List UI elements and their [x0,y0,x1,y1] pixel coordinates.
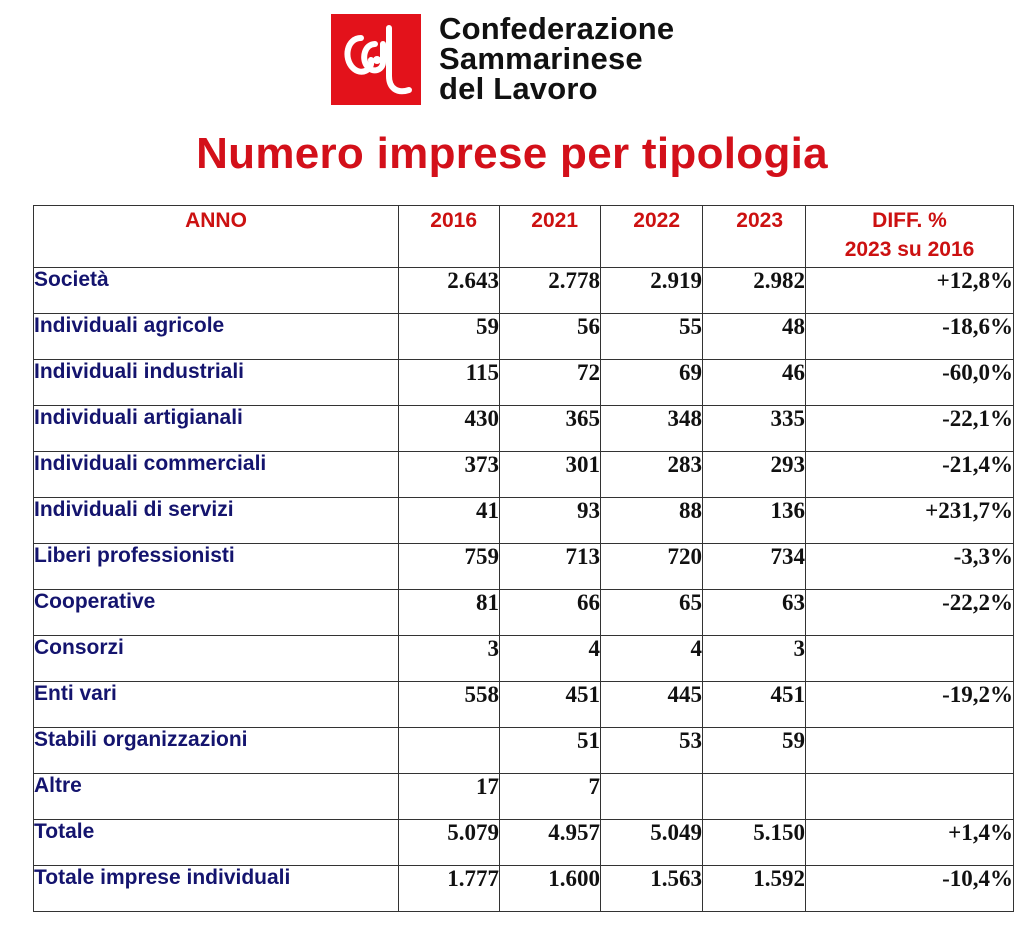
cell-diff: -22,1% [806,406,1014,452]
row-label: Individuali industriali [34,360,399,406]
cell-2016: 1.777 [399,866,500,912]
cell-2022: 5.049 [601,820,703,866]
header-2022: 2022 [601,206,703,268]
cell-2021: 451 [500,682,601,728]
cell-diff: +231,7% [806,498,1014,544]
cell-2021: 2.778 [500,268,601,314]
table-row [34,774,1014,820]
cell-2022: 2.919 [601,268,703,314]
cell-2022: 88 [601,498,703,544]
cell-diff: -22,2% [806,590,1014,636]
table-row [34,544,1014,590]
cell-2023: 59 [703,728,806,774]
table-row [34,682,1014,728]
row-label: Stabili organizzazioni [34,728,399,774]
cell-2016: 2.643 [399,268,500,314]
cell-2023: 63 [703,590,806,636]
cell-diff: -10,4% [806,866,1014,912]
org-name-line-1: Confederazione [439,11,675,46]
org-name-line-3: del Lavoro [439,71,598,106]
page-title: Numero imprese per tipologia [196,129,828,178]
table-row [34,406,1014,452]
cell-diff [806,774,1014,820]
cell-2016: 17 [399,774,500,820]
cell-2023 [703,774,806,820]
cell-2023: 46 [703,360,806,406]
cell-diff: -18,6% [806,314,1014,360]
cell-diff: +12,8% [806,268,1014,314]
cell-diff: +1,4% [806,820,1014,866]
row-label: Altre [34,774,399,820]
cell-2021: 4 [500,636,601,682]
cell-2021: 56 [500,314,601,360]
row-label: Consorzi [34,636,399,682]
table-header-row [34,206,1014,268]
cell-diff: -3,3% [806,544,1014,590]
cell-2016: 3 [399,636,500,682]
row-label: Totale imprese individuali [34,866,399,912]
cell-2023: 2.982 [703,268,806,314]
csdl-logo-icon [331,14,421,105]
cell-2022: 69 [601,360,703,406]
table-row [34,268,1014,314]
cell-2021: 713 [500,544,601,590]
cell-diff: -21,4% [806,452,1014,498]
cell-2023: 5.150 [703,820,806,866]
row-label: Individuali agricole [34,314,399,360]
header-diff [806,206,1014,268]
cell-2021: 51 [500,728,601,774]
cell-2022: 283 [601,452,703,498]
cell-2021: 66 [500,590,601,636]
cell-2022: 445 [601,682,703,728]
row-label: Individuali commerciali [34,452,399,498]
cell-2022: 1.563 [601,866,703,912]
row-label: Enti vari [34,682,399,728]
cell-2023: 451 [703,682,806,728]
header-diff-line-2: 2023 su 2016 [844,238,975,261]
cell-2022: 348 [601,406,703,452]
cell-diff: -60,0% [806,360,1014,406]
cell-diff [806,636,1014,682]
cell-2023: 293 [703,452,806,498]
table-body [34,268,1014,912]
cell-diff: -19,2% [806,682,1014,728]
header-2016: 2016 [399,206,500,268]
cell-2023: 3 [703,636,806,682]
org-name-line-2: Sammarinese [439,41,643,76]
row-label: Individuali artigianali [34,406,399,452]
table-row [34,314,1014,360]
row-label: Cooperative [34,590,399,636]
header [331,11,731,108]
cell-2016: 41 [399,498,500,544]
cell-2021: 301 [500,452,601,498]
cell-2022 [601,774,703,820]
cell-2023: 734 [703,544,806,590]
cell-2022: 53 [601,728,703,774]
cell-2022: 65 [601,590,703,636]
cell-2016: 759 [399,544,500,590]
cell-2021: 72 [500,360,601,406]
cell-2022: 55 [601,314,703,360]
cell-2016: 59 [399,314,500,360]
cell-2016: 373 [399,452,500,498]
table-row [34,636,1014,682]
header-2023: 2023 [703,206,806,268]
cell-2016: 115 [399,360,500,406]
row-label: Società [34,268,399,314]
cell-2016: 558 [399,682,500,728]
cell-2023: 1.592 [703,866,806,912]
cell-2022: 720 [601,544,703,590]
cell-diff [806,728,1014,774]
cell-2016: 81 [399,590,500,636]
table-row [34,590,1014,636]
table-row [34,498,1014,544]
imprese-table [33,205,1014,912]
header-diff-line-1: DIFF. % [872,209,947,232]
cell-2021: 365 [500,406,601,452]
row-label: Totale [34,820,399,866]
cell-2023: 48 [703,314,806,360]
table-row [34,360,1014,406]
header-2021: 2021 [500,206,601,268]
cell-2023: 136 [703,498,806,544]
row-label: Individuali di servizi [34,498,399,544]
cell-2021: 4.957 [500,820,601,866]
table-row [34,866,1014,912]
cell-2016 [399,728,500,774]
cell-2022: 4 [601,636,703,682]
cell-2016: 5.079 [399,820,500,866]
row-label: Liberi professionisti [34,544,399,590]
table-row [34,728,1014,774]
table-row [34,452,1014,498]
table-row [34,820,1014,866]
cell-2021: 93 [500,498,601,544]
cell-2016: 430 [399,406,500,452]
header-anno: ANNO [34,206,399,268]
organization-name [439,11,675,106]
cell-2021: 7 [500,774,601,820]
cell-2021: 1.600 [500,866,601,912]
cell-2023: 335 [703,406,806,452]
